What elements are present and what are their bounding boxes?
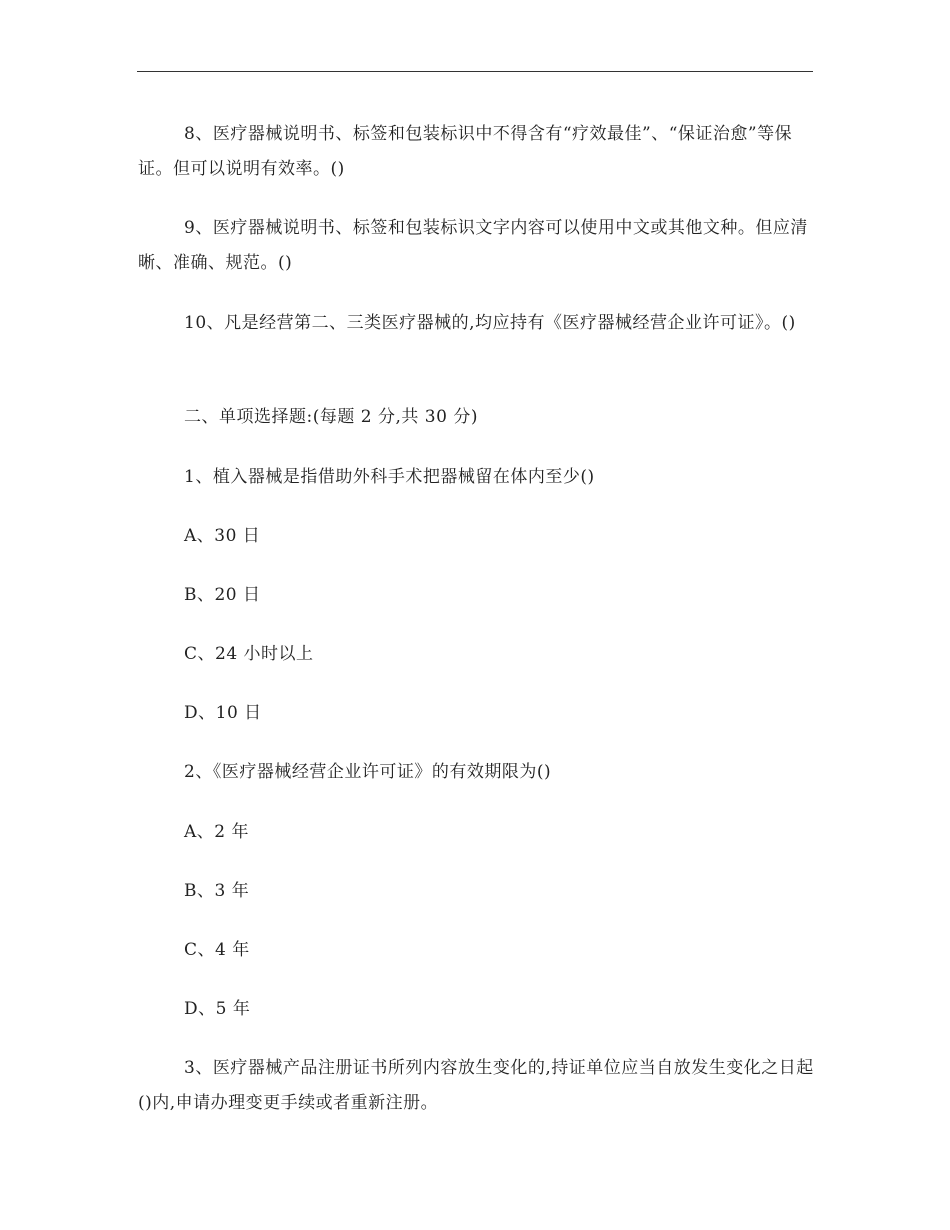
choice-question-2-option-c: C、4 年 xyxy=(184,940,250,960)
choice-question-1-option-a: A、30 日 xyxy=(184,526,261,546)
question-9: 9、医疗器械说明书、标签和包装标识文字内容可以使用中文或其他文种。但应清晰、准确、规范。() xyxy=(138,218,808,273)
header-rule xyxy=(137,71,813,72)
choice-question-2-option-d: D、5 年 xyxy=(184,999,251,1019)
choice-question-2-option-b: B、3 年 xyxy=(184,881,250,901)
choice-question-1-option-c: C、24 小时以上 xyxy=(184,644,314,664)
choice-question-3-stem: 3、医疗器械产品注册证书所列内容放生变化的,持证单位应当自放发生变化之日起()内,申请办理变更手续或者重新注册。 xyxy=(138,1058,814,1113)
question-10: 10、凡是经营第二、三类医疗器械的,均应持有《医疗器械经营企业许可证》。() xyxy=(184,313,796,333)
choice-question-1-option-b: B、20 日 xyxy=(184,585,261,605)
choice-question-2-stem: 2、《医疗器械经营企业许可证》的有效期限为() xyxy=(184,762,552,782)
choice-question-1-stem: 1、植入器械是指借助外科手术把器械留在体内至少() xyxy=(184,467,595,487)
choice-question-2-option-a: A、2 年 xyxy=(184,822,249,842)
question-8: 8、医疗器械说明书、标签和包装标识中不得含有“疗效最佳”、“保证治愈”等保证。但可以说明有效率。() xyxy=(138,124,793,179)
choice-question-1-option-d: D、10 日 xyxy=(184,703,262,723)
section-heading: 二、单项选择题:(每题 2 分,共 30 分) xyxy=(184,407,478,427)
